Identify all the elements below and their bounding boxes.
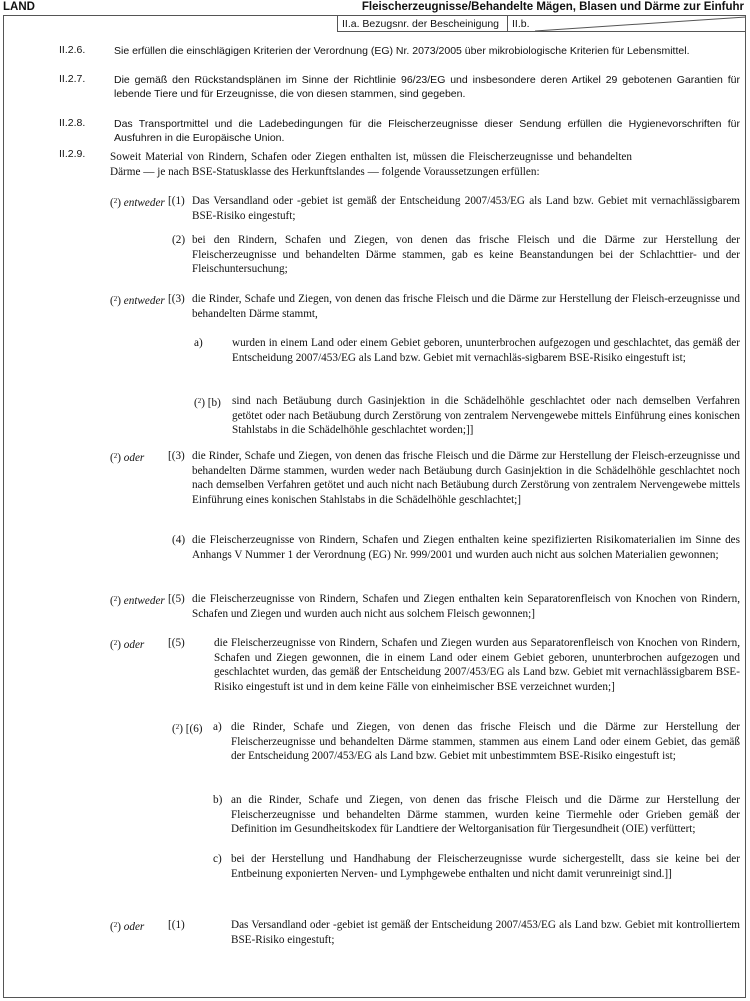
clause-label: ($^2$) [(6) [172,723,203,735]
section-number: II.2.6. [59,44,86,56]
option-marker: ($^2$) entweder [110,295,165,307]
clause-text: bei den Rindern, Schafen und Ziegen, von denen das frische Fleisch und die Därme zur Herstellung der Fleischerzeugnisse und behandelten Därme stammen, gab es keine Beanstandungen bei der Schlachttier- und der Fleischuntersuchung; [192,234,740,275]
footnote-mark: 2 [113,639,118,647]
clause-label-text: [(6) [185,723,203,735]
reference-number-field: II.a. Bezugsnr. der Bescheinigung [337,15,507,32]
section-text: Sie erfüllen die einschlägigen Kriterien der Verordnung (EG) Nr. 2073/2005 über mikrobiologische Kriterien für Lebensmittel. [114,45,690,57]
clause-text: die Fleischerzeugnisse von Rindern, Schafen und Ziegen enthalten kein Separatorenfleisch von Knochen von Rindern, Schafen und Ziegen und wurden auch nicht aus solchem Fleisch gewonnen;] [192,593,740,620]
section-text: Soweit Material von Rindern, Schafen oder Ziegen enthalten ist, müssen die Fleischerzeugnisse und behandelten Därme — je nach BSE-Statusklasse des Herkunftslandes — folgende Voraussetzungen erfüllen: [110,151,632,178]
sub-clause-label: a) [213,721,222,733]
clause-text: die Rinder, Schafe und Ziegen, von denen das frische Fleisch und die Därme zur Herstellung der Fleisch-erzeugnisse und behandelten Därme stammen, wurden weder nach Betäubung durch Gasinjektion in die Schädelhöhle geschlachtet noch nach demselben Verfahren getötet und auch nicht nach Betäubung durch Zerstörung von zentralem Nervengewebe mittels Einführung eines konischen Stahlstabs in die Schädelhöhle geschlachtet;] [192,450,740,506]
document-title: Fleischerzeugnisse/Behandelte Mägen, Blasen und Därme zur Einfuhr [361,1,744,13]
clause-text: sind nach Betäubung durch Gasinjektion in die Schädelhöhle geschlachtet oder nach demselben Verfahren getötet oder nach Betäubung durch Zerstörung von zentralem Nervengewebe mittels Einführung eines konischen Stahlstabs in die Schädelhöhle geschlachtet worden;]] [232,395,740,436]
clause-label: [(3) [168,293,185,305]
clause-label: [(3) [168,450,185,462]
country-label: LAND [3,1,35,13]
footnote-mark: 2 [113,197,118,205]
clause-text: an die Rinder, Schafe und Ziegen, von denen das frische Fleisch und die Därme zur Herstellung der Fleischerzeugnisse und behandelten Därme stammen, wurden keine Tiermehle oder Grieben gemäß der Definition im Gesundheitskodex für Landtiere der Weltorganisation für Tiergesundheit (OIE) verfüttert; [231,794,740,835]
option-marker: ($^2$) entweder [110,595,165,607]
clause-text: die Rinder, Schafe und Ziegen, von denen das frische Fleisch und die Därme zur Herstellung der Fleischerzeugnisse und behandelten Därme stammen, stammen aus einem Land oder einem Gebiet, das gemäß der Entscheidung 2007/453/EG als Land bzw. Gebiet mit unbestimmtem BSE-Risiko eingestuft ist; [231,721,740,762]
option-label: oder [123,921,145,933]
clause-label-text: [b) [207,397,221,409]
clause-label: [(5) [168,637,185,649]
footnote-mark: 2 [113,595,118,603]
clause-label: [(5) [168,593,185,605]
clause-label: (2) [172,234,186,246]
option-marker: ($^2$) oder [110,921,145,933]
clause-label: (4) [172,534,186,546]
sub-clause-label: c) [213,853,222,865]
option-label: entweder [123,197,165,209]
strike-through-line [507,15,746,32]
sub-clause-label: b) [213,794,223,806]
clause-label: [(1) [168,195,185,207]
option-marker: ($^2$) oder [110,639,145,651]
clause-label: [(1) [168,919,185,931]
footnote-mark: 2 [113,295,118,303]
option-label: entweder [123,595,165,607]
option-label: entweder [123,295,165,307]
footnote-mark: 2 [113,921,118,929]
clause-text: die Rinder, Schafe und Ziegen, von denen das frische Fleisch und die Därme zur Herstellung der Fleisch-erzeugnisse und behandelten Därme stammt, [192,293,740,320]
option-label: oder [123,452,145,464]
clause-label: a) [194,337,203,349]
section-number: II.2.8. [59,117,86,129]
option-label: oder [123,639,145,651]
option-marker: ($^2$) oder [110,452,145,464]
section-number: II.2.9. [59,148,86,160]
clause-text: bei der Herstellung und Handhabung der Fleischerzeugnisse wurde sichergestellt, dass sie keine bei der Entbeinung exponierten Nerven- und Lymphgewebe enthalten und nicht damit verunreinigt sind.]] [231,853,740,880]
section-text: Die gemäß den Rückstandsplänen im Sinne der Richtlinie 96/23/EG und insbesondere deren Artikel 29 gebotenen Garantien für lebende Tiere und für Erzeugnisse, die von diesen stammen, sind gegeben. [114,74,740,100]
reference-b-field: II.b. [507,15,746,32]
clause-text: die Fleischerzeugnisse von Rindern, Schafen und Ziegen enthalten keine spezifizierten Risikomaterialien im Sinne des Anhangs V Nummer 1 der Verordnung (EG) Nr. 999/2001 und wurden auch nicht aus solchen Materialien gewonnen; [192,534,740,561]
footnote-mark: 2 [197,397,202,405]
section-text: Das Transportmittel und die Ladebedingungen für die Fleischerzeugnisse dieser Sendung erfüllen die Hygienevorschriften für Ausfuhren in die Europäische Union. [114,118,740,144]
clause-text: Das Versandland oder -gebiet ist gemäß der Entscheidung 2007/453/EG als Land bzw. Gebiet mit kontrolliertem BSE-Risiko eingestuft; [231,919,740,946]
clause-text: wurden in einem Land oder einem Gebiet geboren, ununterbrochen aufgezogen und geschlachtet, das gemäß der Entscheidung 2007/453/EG als Land bzw. Gebiet mit vernachläs-sigbarem BSE-Risiko eingestuft ist; [232,337,740,364]
clause-text: Das Versandland oder -gebiet ist gemäß der Entscheidung 2007/453/EG als Land bzw. Gebiet mit vernachlässigbarem BSE-Risiko eingestuft; [192,195,740,222]
footnote-mark: 2 [113,452,118,460]
clause-label: ($^2$) [b) [194,397,221,409]
clause-text: die Fleischerzeugnisse von Rindern, Schafen und Ziegen wurden aus Separatorenfleisch von Knochen von Rindern, Schafen und Ziegen gewonnen, die in einem Land oder einem Gebiet geboren, ununterbrochen aufgezogen und geschlachtet wurden, das gemäß der Entscheidung 2007/453/EG als Land bzw. Gebiet mit vernachlässigbarem BSE-Risiko eingestuft ist und in dem keine Fälle von einheimischer BSE verzeichnet wurden;] [214,637,740,693]
footnote-mark: 2 [175,723,180,731]
option-marker: ($^2$) entweder [110,197,165,209]
section-number: II.2.7. [59,73,86,85]
